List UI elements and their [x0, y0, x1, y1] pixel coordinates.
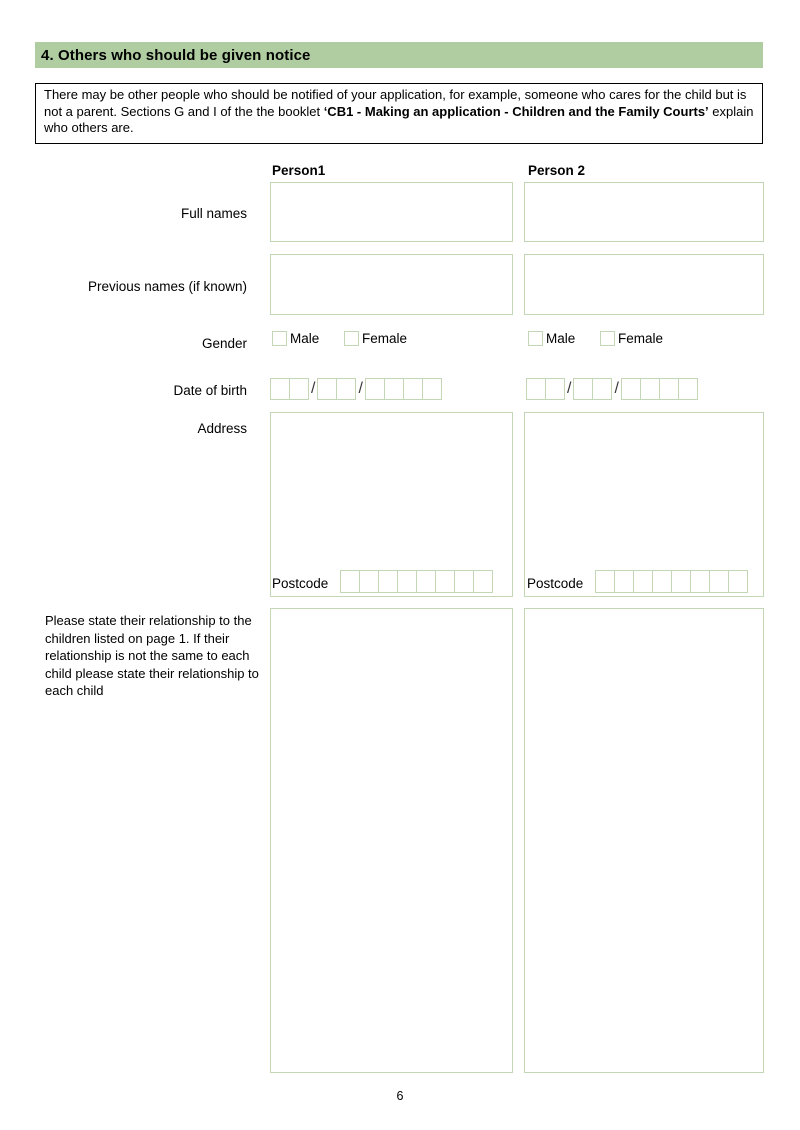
person2-dob-year[interactable]: [621, 378, 698, 400]
person2-dob-field: [526, 378, 698, 400]
person1-dob-year[interactable]: [365, 378, 442, 400]
person2-header: Person 2: [528, 163, 586, 178]
previous-names-label: Previous names (if known): [87, 279, 247, 294]
intro-note: [35, 83, 763, 144]
input-cell[interactable]: [416, 570, 436, 593]
date-of-birth-label: Date of birth: [173, 383, 247, 398]
male-label: Male: [290, 331, 320, 346]
input-cell[interactable]: [403, 378, 423, 400]
section-header: [35, 42, 763, 68]
person2-postcode-cells[interactable]: [595, 570, 748, 593]
page-number: 6: [396, 1089, 404, 1103]
input-cell[interactable]: [595, 570, 615, 593]
dob-separator: /: [567, 380, 572, 397]
male-label: Male: [546, 331, 576, 346]
female-label: Female: [618, 331, 664, 346]
input-cell[interactable]: [633, 570, 653, 593]
input-cell[interactable]: [435, 570, 455, 593]
input-cell[interactable]: [378, 570, 398, 593]
input-cell[interactable]: [652, 570, 672, 593]
person1-relationship-box[interactable]: [270, 608, 513, 1073]
person2-gender-female: [600, 331, 663, 346]
person2-full-names-box[interactable]: [524, 182, 764, 242]
person2-postcode-label: Postcode: [527, 576, 584, 591]
input-cell[interactable]: [317, 378, 337, 400]
input-cell[interactable]: [526, 378, 546, 400]
intro-text-after: explain who others are.: [44, 103, 754, 135]
person1-gender-male: [272, 331, 319, 346]
input-cell[interactable]: [659, 378, 679, 400]
input-cell[interactable]: [336, 378, 356, 400]
person1-dob-day[interactable]: [270, 378, 309, 400]
dob-separator: /: [311, 380, 316, 397]
person1-dob-field: [270, 378, 442, 400]
person1-header: Person1: [272, 163, 326, 178]
section-title: 4. Others who should be given notice: [41, 46, 311, 64]
person1-male-checkbox[interactable]: [272, 331, 287, 346]
input-cell[interactable]: [422, 378, 442, 400]
input-cell[interactable]: [473, 570, 493, 593]
address-label: Address: [197, 421, 247, 436]
person2-dob-day[interactable]: [526, 378, 565, 400]
person1-postcode-cells[interactable]: [340, 570, 493, 593]
person1-gender-female: [344, 331, 407, 346]
person1-previous-names-box[interactable]: [270, 254, 513, 315]
input-cell[interactable]: [621, 378, 641, 400]
input-cell[interactable]: [454, 570, 474, 593]
relationship-label: Please state their relationship to the children listed on page 1. If their relationship is not the same to each child please state their relationship to each child: [45, 613, 259, 698]
input-cell[interactable]: [545, 378, 565, 400]
full-names-label: Full names: [180, 206, 247, 221]
input-cell[interactable]: [728, 570, 748, 593]
input-cell[interactable]: [690, 570, 710, 593]
person1-female-checkbox[interactable]: [344, 331, 359, 346]
person2-previous-names-box[interactable]: [524, 254, 764, 315]
input-cell[interactable]: [592, 378, 612, 400]
person1-full-names-box[interactable]: [270, 182, 513, 242]
person2-relationship-box[interactable]: [524, 608, 764, 1073]
input-cell[interactable]: [397, 570, 417, 593]
input-cell[interactable]: [678, 378, 698, 400]
input-cell[interactable]: [709, 570, 729, 593]
input-cell[interactable]: [340, 570, 360, 593]
person2-gender-male: [528, 331, 575, 346]
gender-label: Gender: [201, 336, 247, 351]
input-cell[interactable]: [671, 570, 691, 593]
intro-text-booklet: ‘CB1 - Making an application - Children and the Family Courts’: [323, 103, 709, 119]
person1-postcode-label: Postcode: [272, 576, 329, 591]
input-cell[interactable]: [359, 570, 379, 593]
dob-separator: /: [614, 380, 619, 397]
person2-dob-month[interactable]: [573, 378, 612, 400]
person1-dob-month[interactable]: [317, 378, 356, 400]
person2-female-checkbox[interactable]: [600, 331, 615, 346]
input-cell[interactable]: [270, 378, 290, 400]
intro-text-before: There may be other people who should be notified of your application, for example, someone who cares for the child but is not a parent. Sections G and I of the the booklet: [44, 87, 747, 119]
input-cell[interactable]: [640, 378, 660, 400]
input-cell[interactable]: [289, 378, 309, 400]
person2-male-checkbox[interactable]: [528, 331, 543, 346]
female-label: Female: [362, 331, 408, 346]
input-cell[interactable]: [384, 378, 404, 400]
input-cell[interactable]: [614, 570, 634, 593]
input-cell[interactable]: [573, 378, 593, 400]
dob-separator: /: [358, 380, 363, 397]
input-cell[interactable]: [365, 378, 385, 400]
